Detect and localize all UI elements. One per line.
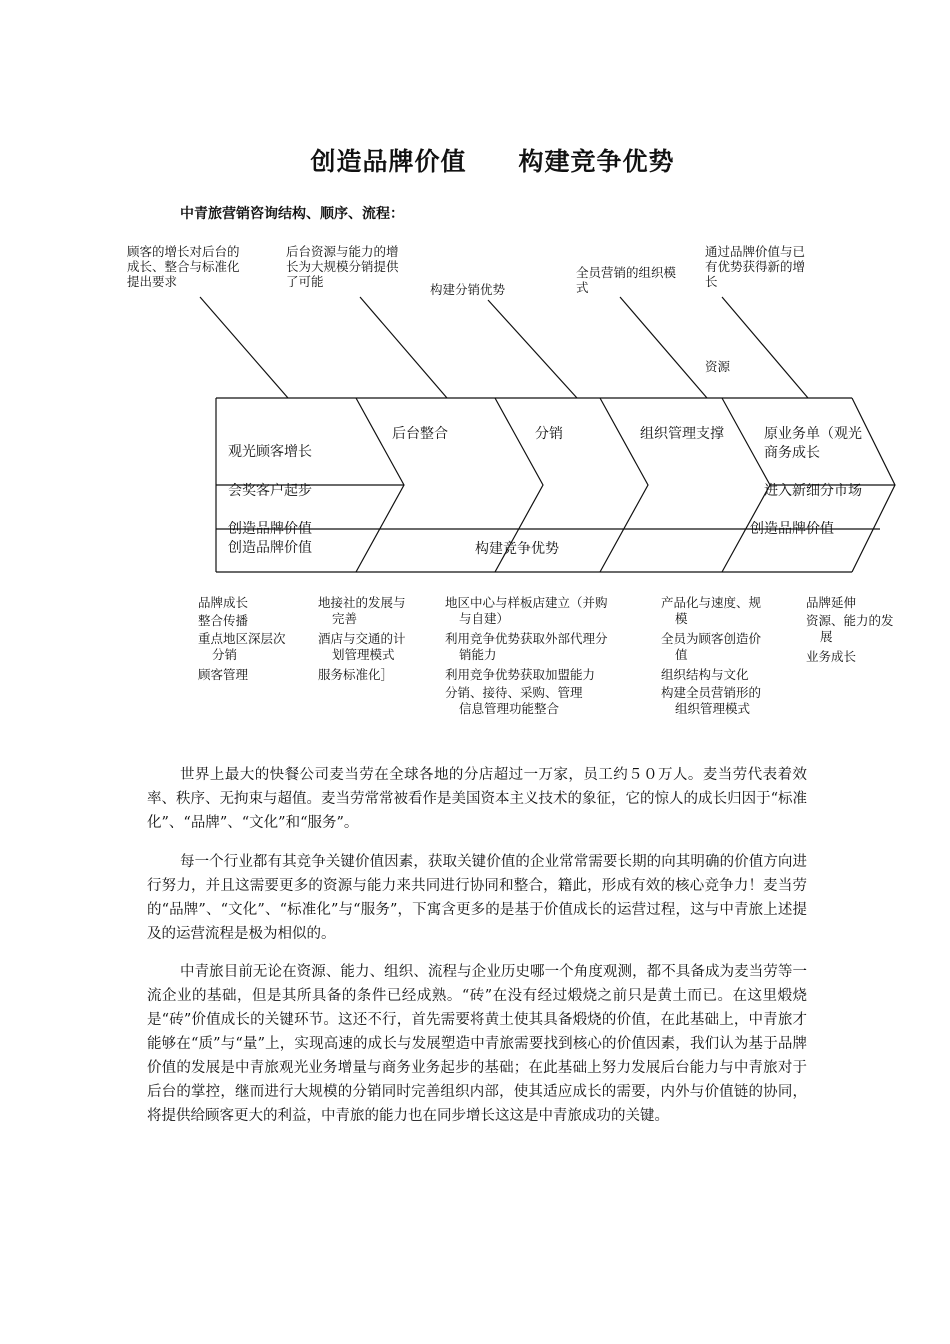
list-item: 利用竞争优势获取加盟能力 [445,667,596,682]
label-new-segment: 进入新细分市场 [764,483,862,499]
list-item: 顾客管理 [198,667,249,682]
paragraph-2: 每一个行业都有其竞争关键价值因素，获取关键价值的企业常常需要长期的向其明确的价值方向进行努力，并且这需要更多的资源与能力来共同进行协同和整合，籍此，形成有效的核心竞争力！麦当劳的“品牌”、“文化”、“标准化”与“服务”，下寓含更多的是基于价值成长的运营过程，这与中青旅上述提及的运营流程是极为相似的。 [147,854,807,942]
list-item: 组织结构与文化 [661,667,749,682]
list-item: 整合传播 [198,613,249,628]
note-distribution-advantage: 构建分销优势 [430,282,506,297]
list-item: 地区中心与样板店建立（并购 [445,595,608,610]
list-item: 利用竞争优势获取外部代理分 [445,631,608,646]
list-item: 业务成长 [806,649,857,664]
list-item: 产品化与速度、规 [661,595,762,610]
note-customer-growth: 顾客的增长对后台的成长、整合与标准化提出要求 [127,244,240,289]
list-organization [661,594,796,720]
list-item: 重点地区深层次 [198,631,286,646]
list-item: 值 [675,647,688,662]
leader-line-3 [488,300,577,398]
title-left: 创造品牌价值 [310,147,467,176]
label-org-support: 组织管理支撑 [640,426,724,442]
label-brand-value-b: 创造品牌价值 [228,540,312,556]
label-brand-value-right: 创造品牌价值 [750,521,834,537]
label-competitive-advantage: 构建竞争优势 [475,541,559,557]
title-right: 构建竞争优势 [518,147,675,176]
note-resources: 资源 [705,359,731,374]
diagram-subtitle: 中青旅营销咨询结构、顺序、流程： [180,206,404,222]
list-item: 地接社的发展与 [318,595,406,610]
note-all-staff-marketing: 全员营销的组织模式 [576,265,677,295]
chevron-4 [722,398,770,572]
list-item: 销能力 [459,647,497,662]
paragraph-1: 世界上最大的快餐公司麦当劳在全球各地的分店超过一万家，员工约５０万人。麦当劳代表着效率、秩序、无拘束与超值。麦当劳常常被看作是美国资本主义技术的象征，它的惊人的成长归因于“标准化”、“品牌”、“文化”和“服务”。 [147,767,807,831]
list-item: 品牌延伸 [806,595,857,610]
label-backend-integration: 后台整合 [392,426,448,442]
list-item: 模 [675,611,688,626]
list-item: 分销 [212,647,238,662]
list-item: 酒店与交通的计 [318,631,406,646]
list-item: 服务标准化］ [318,667,394,682]
list-item: 资源、能力的发 [806,613,894,628]
label-distribution: 分销 [535,426,563,442]
leader-line-5 [722,297,808,398]
list-item: 品牌成长 [198,595,249,610]
note-backend-growth: 后台资源与能力的增长为大规模分销提供了可能 [286,244,399,289]
label-original-business: 原业务单（观光商务成长 [764,426,862,461]
list-backend [318,594,438,684]
leader-line-4 [620,297,707,398]
list-brand [198,594,313,684]
leader-line-1 [200,297,288,398]
leader-line-2 [360,297,447,398]
list-item: 与自建） [459,611,510,626]
paragraph-3: 中青旅目前无论在资源、能力、组织、流程与企业历史哪一个角度观测，都不具备成为麦当劳等一流企业的基础，但是其所具备的条件已经成熟。“砖”在没有经过煅烧之前只是黄土而已。在这里煅烧是“砖”价值成长的关键环节。这还不行，首先需要将黄土使其具备煅烧的价值，在此基础上，中青旅才能够在“质”与“量”上，实现高速的成长与发展塑造中青旅需要找到核心的价值因素，我们认为基于品牌价值的发展是中青旅观光业务增量与商务业务起步的基础；在此基础上努力发展后台能力与中青旅对于后台的掌控，继而进行大规模的分销同时完善组织内部，使其适应成长的需要，内外与价值链的协同，将提供给顾客更大的利益，中青旅的能力也在同步增长这这是中青旅成功的关键。 [147,964,807,1124]
list-item: 完善 [332,611,358,626]
list-distribution [445,594,655,720]
list-item: 构建全员营销形的 [661,685,762,700]
list-extension [806,594,921,666]
label-mice-start: 会奖客户起步 [228,483,312,499]
label-tourist-growth: 观光顾客增长 [228,444,312,460]
list-item: 全员为顾客创造价 [661,631,762,646]
note-new-growth: 通过品牌价值与已有优势获得新的增长 [705,244,806,289]
list-item: 分销、接待、采购、管理 [445,685,583,700]
list-item: 信息管理功能整合 [459,701,560,716]
list-item: 展 [820,629,833,644]
label-brand-value-a: 创造品牌价值 [228,521,312,537]
list-item: 组织管理模式 [675,701,751,716]
list-item: 划管理模式 [332,647,395,662]
